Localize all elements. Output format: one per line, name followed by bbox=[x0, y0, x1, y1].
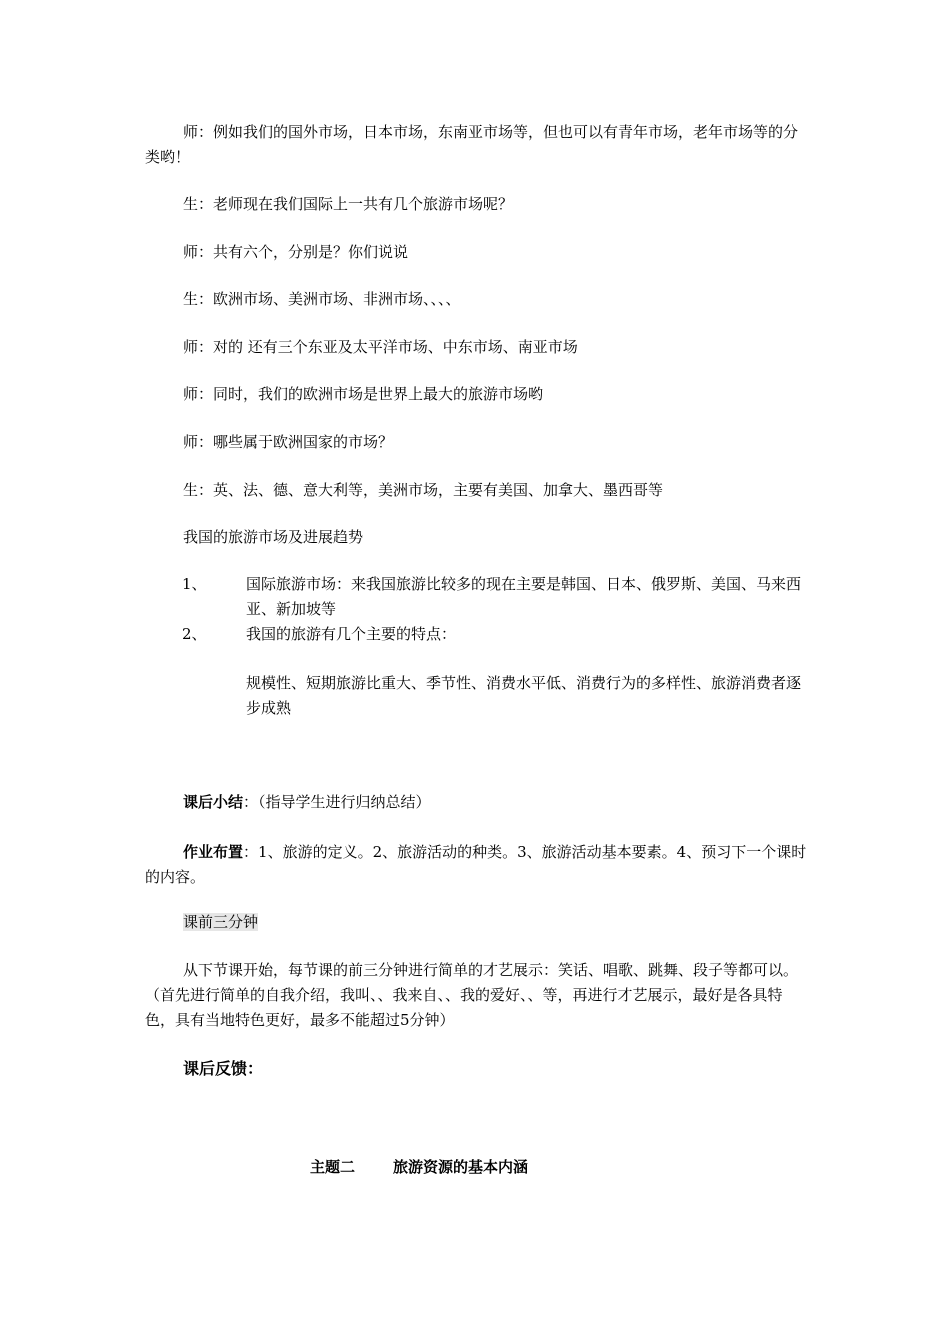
dialogue-teacher-3: 师：对的 还有三个东亚及太平洋市场、中东市场、南亚市场 bbox=[183, 338, 578, 356]
list-item: 我国的旅游有几个主要的特点： bbox=[246, 625, 457, 643]
homework-label: 作业布置 bbox=[183, 843, 244, 861]
summary-text: （指导学生进行归纳总结） bbox=[258, 793, 431, 811]
topic-title bbox=[310, 1155, 528, 1180]
dialogue-teacher-4: 师：同时，我们的欧洲市场是世界上最大的旅游市场哟 bbox=[183, 385, 544, 403]
summary-colon: ： bbox=[243, 793, 259, 811]
list-number: 2、 bbox=[182, 625, 207, 643]
dialogue-teacher-1: 师：例如我们的国外市场，日本市场，东南亚市场等，但也可以有青年市场，老年市场等的分类哟！ bbox=[145, 123, 799, 166]
homework-paragraph bbox=[145, 840, 810, 890]
features-text: 规模性、短期旅游比重大、季节性、消费水平低、消费行为的多样性、旅游消费者逐步成熟 bbox=[246, 674, 802, 717]
summary-label: 课后小结 bbox=[183, 793, 244, 811]
dialogue-student-1: 生：老师现在我们国际上一共有几个旅游市场呢？ bbox=[183, 195, 514, 213]
list-number: 1、 bbox=[182, 575, 207, 593]
dialogue-student-3: 生：英、法、德、意大利等，美洲市场，主要有美国、加拿大、墨西哥等 bbox=[183, 481, 664, 499]
homework-colon: ： bbox=[243, 843, 259, 861]
three-minute-heading: 课前三分钟 bbox=[183, 913, 259, 931]
feedback-heading: 课后反馈： bbox=[183, 1059, 264, 1078]
dialogue-teacher-5: 师：哪些属于欧洲国家的市场？ bbox=[183, 433, 394, 451]
dialogue-student-2: 生：欧洲市场、美洲市场、非洲市场、、、、 bbox=[183, 290, 461, 308]
dialogue-teacher-2: 师：共有六个，分别是？你们说说 bbox=[183, 243, 409, 261]
homework-text: 1、旅游的定义。2、旅游活动的种类。3、旅游活动基本要素。4、预习下一个课时的内容。 bbox=[145, 843, 807, 886]
topic-label: 主题二 bbox=[310, 1158, 356, 1176]
three-minute-heading-line bbox=[145, 910, 810, 935]
three-minute-text: 从下节课开始，每节课的前三分钟进行简单的才艺展示：笑话、唱歌、跳舞、段子等都可以。（首先进行简单的自我介绍，我叫、、我来自、、我的爱好、、等，再进行才艺展示，最好是各具特色，具有当地特色更好，最多不能超过5分钟） bbox=[145, 961, 799, 1029]
summary-line bbox=[145, 790, 810, 815]
topic-name: 旅游资源的基本内涵 bbox=[393, 1158, 529, 1176]
list-item: 国际旅游市场：来我国旅游比较多的现在主要是韩国、日本、俄罗斯、美国、马来西亚、新加坡等 bbox=[246, 575, 802, 618]
section-heading: 我国的旅游市场及进展趋势 bbox=[183, 528, 364, 546]
